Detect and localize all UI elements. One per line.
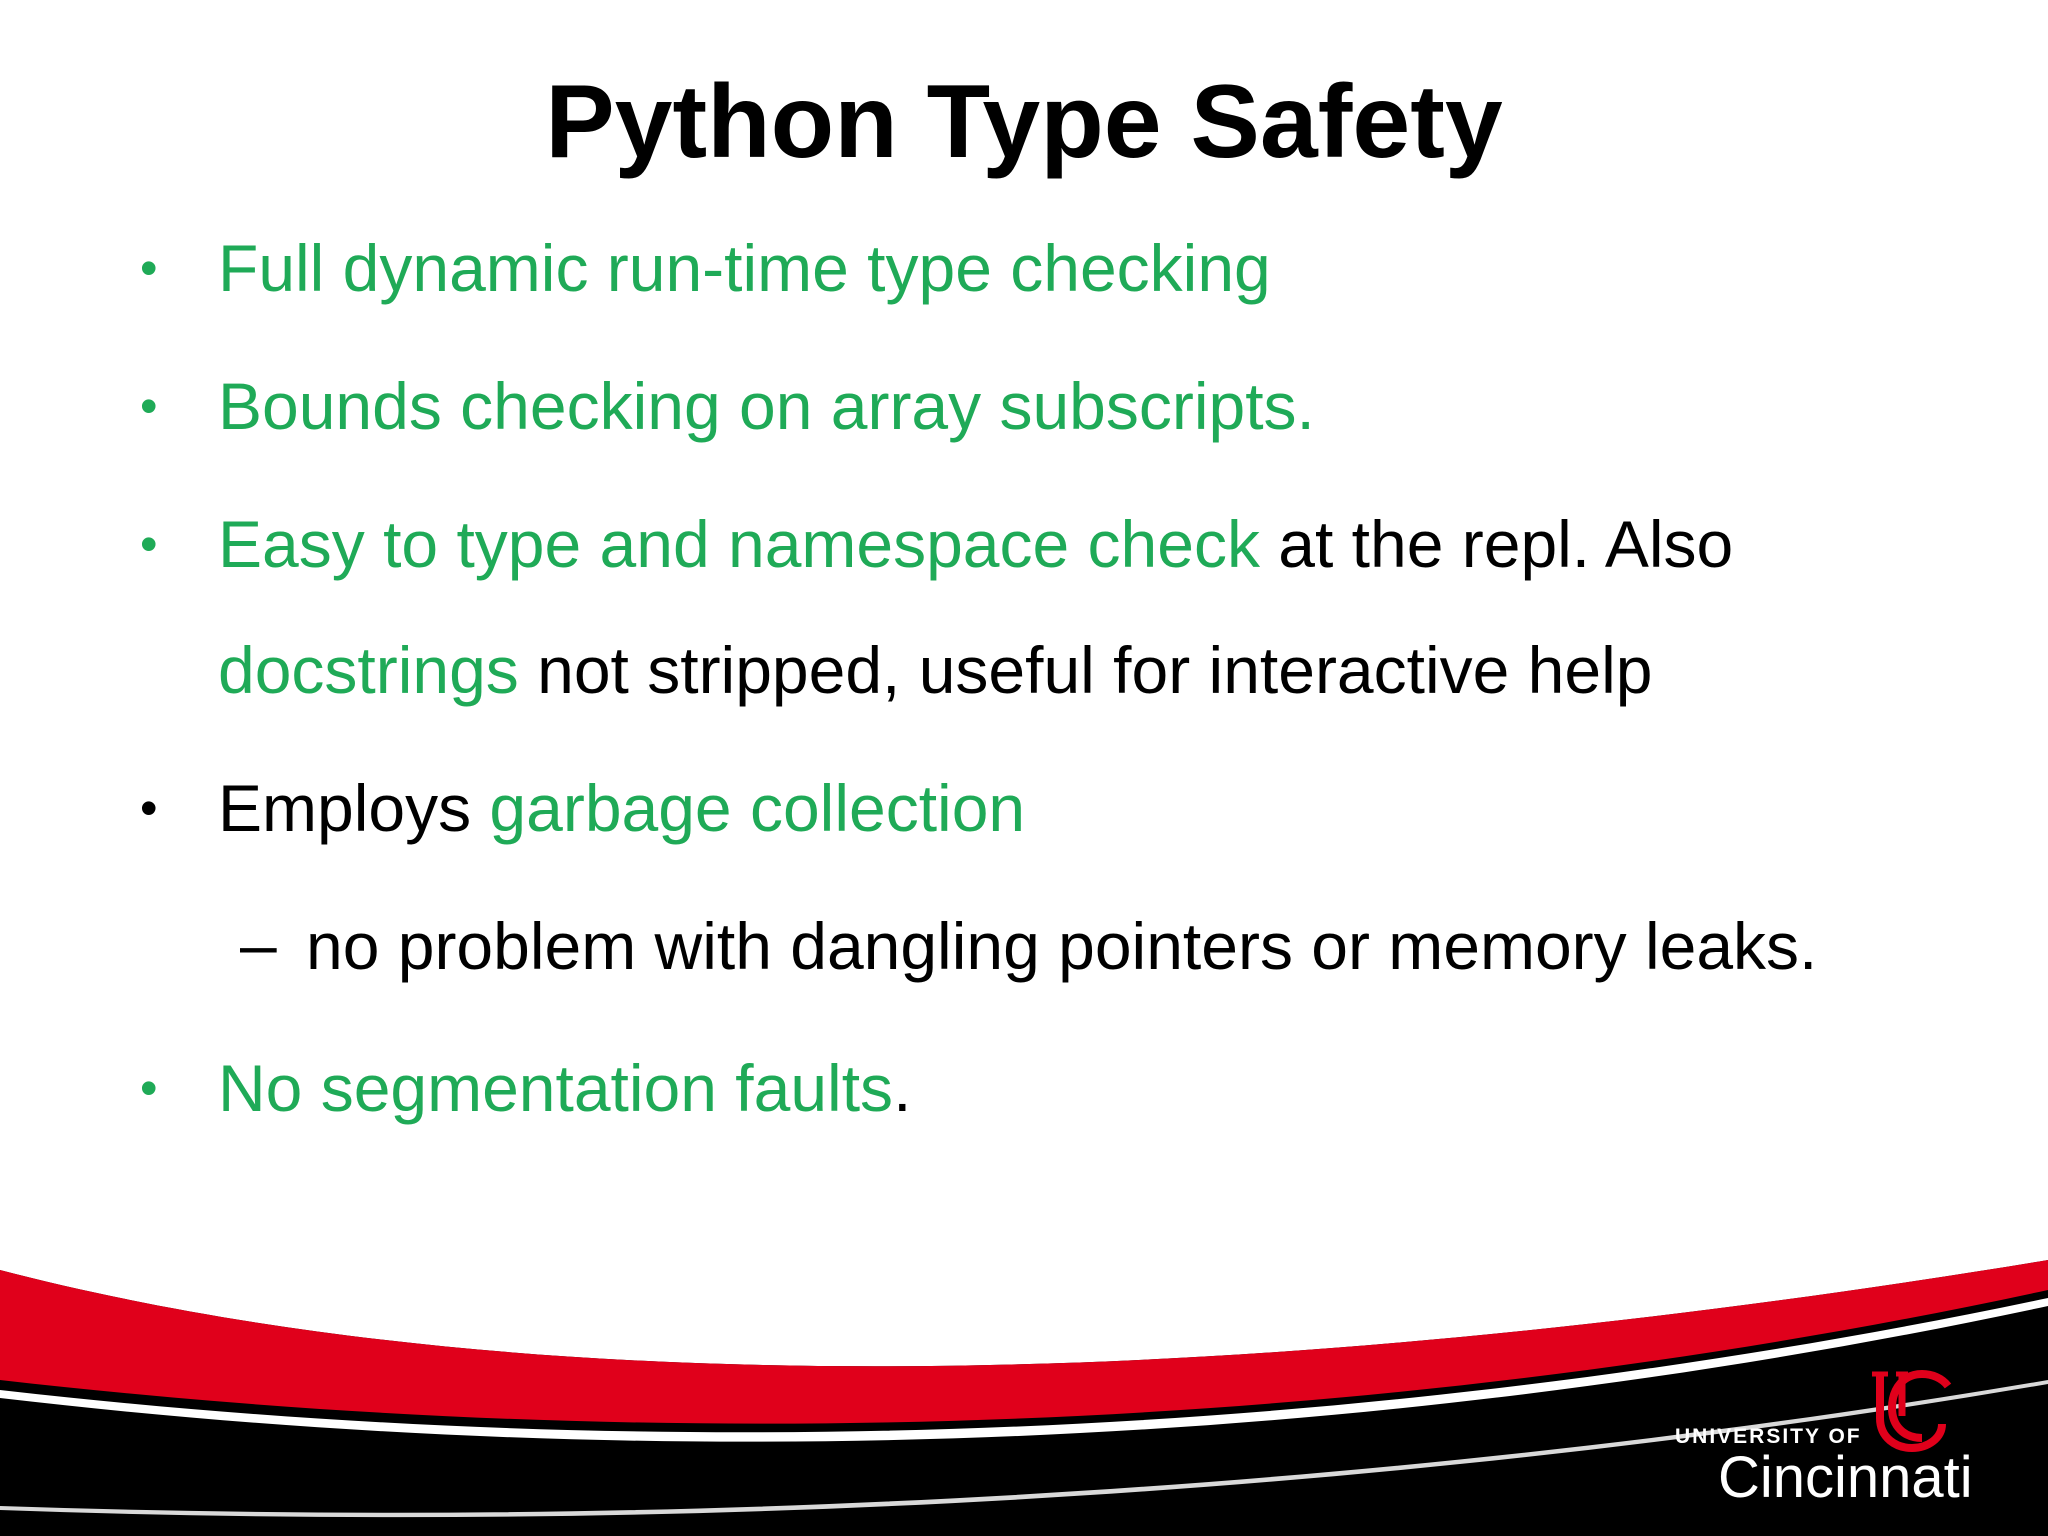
bullet-text-highlight: docstrings (218, 633, 519, 707)
slide-title: Python Type Safety (545, 64, 1503, 180)
bullet-text: Full dynamic run-time type checking (218, 231, 1271, 305)
bullet-text: Bounds checking on array subscripts. (218, 369, 1315, 443)
bullet-marker: • (140, 378, 158, 434)
bullet-item-3-line-1 (218, 504, 1733, 584)
sub-bullet-marker: – (240, 907, 277, 981)
bullet-text: not stripped, useful for interactive help (518, 633, 1653, 707)
bullet-item-4 (218, 768, 1025, 848)
bullet-text-highlight: garbage collection (489, 771, 1026, 845)
bullet-marker: • (140, 516, 158, 572)
bullet-item-6 (218, 1048, 911, 1128)
uc-monogram-icon (1862, 1366, 1962, 1456)
bullet-text: . (893, 1051, 912, 1125)
bullet-text: no problem with dangling pointers or memory leaks. (306, 909, 1818, 983)
bullet-marker: • (140, 1060, 158, 1116)
bullet-item-2 (218, 366, 1315, 446)
bullet-item-3-line-2 (218, 630, 1652, 710)
bullet-text: Employs (218, 771, 490, 845)
bullet-text-highlight: No segmentation faults (218, 1051, 894, 1125)
bullet-text: at the repl. Also (1259, 507, 1734, 581)
bullet-marker: • (140, 780, 158, 836)
logo-cincinnati: Cincinnati (1718, 1445, 1973, 1510)
sub-bullet-item (306, 906, 1817, 986)
bullet-text-highlight: Easy to type and namespace check (218, 507, 1260, 581)
bullet-marker: • (140, 240, 158, 296)
logo-university-of: UNIVERSITY OF (1675, 1425, 1862, 1448)
bullet-item-1 (218, 228, 1271, 308)
